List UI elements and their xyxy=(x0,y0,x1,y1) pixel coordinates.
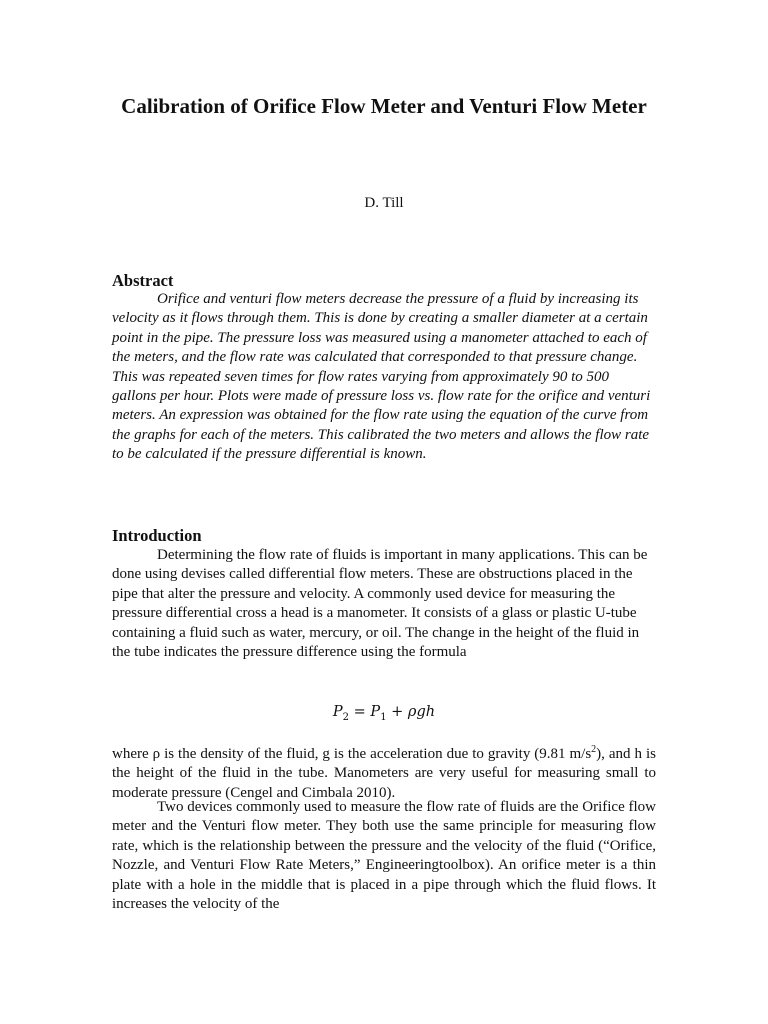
paper-author: D. Till xyxy=(364,195,404,211)
equation-lhs: P xyxy=(332,704,343,720)
equation-lhs-subscript: 2 xyxy=(342,711,350,723)
equation-rhs-subscript: 1 xyxy=(380,711,387,723)
introduction-paragraph-1: Determining the flow rate of fluids is important in many applications. This can be done using devises called differential flow meters. These are obstructions placed in the pipe that alter the pressure and velocity. A commonly used device for measuring the pressure differential cross a head is a manometer. It consists of a glass or plastic U-tube containing a fluid such as water, mercury, or oil. The change in the height of the fluid in the tube indicates the pressure difference using the formula xyxy=(112,547,648,661)
equation-equals: = xyxy=(349,704,371,720)
manometer-equation xyxy=(112,701,656,729)
abstract-text: Orifice and venturi flow meters decrease the pressure of a fluid by increasing its velocity as it flows through them. This is done by creating a smaller diameter at a certain point in the pipe. The pressure loss was measured using a manometer attached to each of the meters, and the flow rate was calculated that corresponded to that pressure change. This was repeated seven times for flow rates varying from approximately 90 to 500 gallons per hour. Plots were made of pressure loss vs. flow rate for the orifice and venturi meters. An expression was obtained for the flow rate using the equation of the curve from the graphs for each of the meters. This calibrated the two meters and allows the flow rate to be calculated if the pressure differential is known. xyxy=(112,291,651,463)
paragraph-2-text-start: where ρ is the density of the fluid, g is the acceleration due to gravity (9.81 m/s xyxy=(112,746,592,762)
equation-rhs-term2: + ρgh xyxy=(386,704,436,720)
abstract-heading: Abstract xyxy=(112,271,174,290)
introduction-paragraph-2 xyxy=(112,740,656,803)
introduction-heading: Introduction xyxy=(112,526,202,545)
units-superscript: 2 xyxy=(591,744,597,755)
introduction-paragraph-3: Two devices commonly used to measure the flow rate of fluids are the Orifice flow meter and the Venturi flow meter. They both use the same principle for measuring flow rate, which is the relationship between the pressure and the velocity of the fluid (“Orifice, Nozzle, and Venturi Flow Rate Meters,” Engineeringtoolbox). An orifice meter is a thin plate with a hole in the middle that is placed in a pipe through which the fluid flows. It increases the velocity of the xyxy=(112,799,656,913)
paragraph-2-text-end: ), and h is the height of the fluid in the tube. Manometers are very useful for measuring small to moderate pressure (Cengel and Cimbala 2010). xyxy=(112,746,656,801)
equation-rhs-term1: P xyxy=(370,704,381,720)
paper-title: Calibration of Orifice Flow Meter and Venturi Flow Meter xyxy=(121,94,647,118)
